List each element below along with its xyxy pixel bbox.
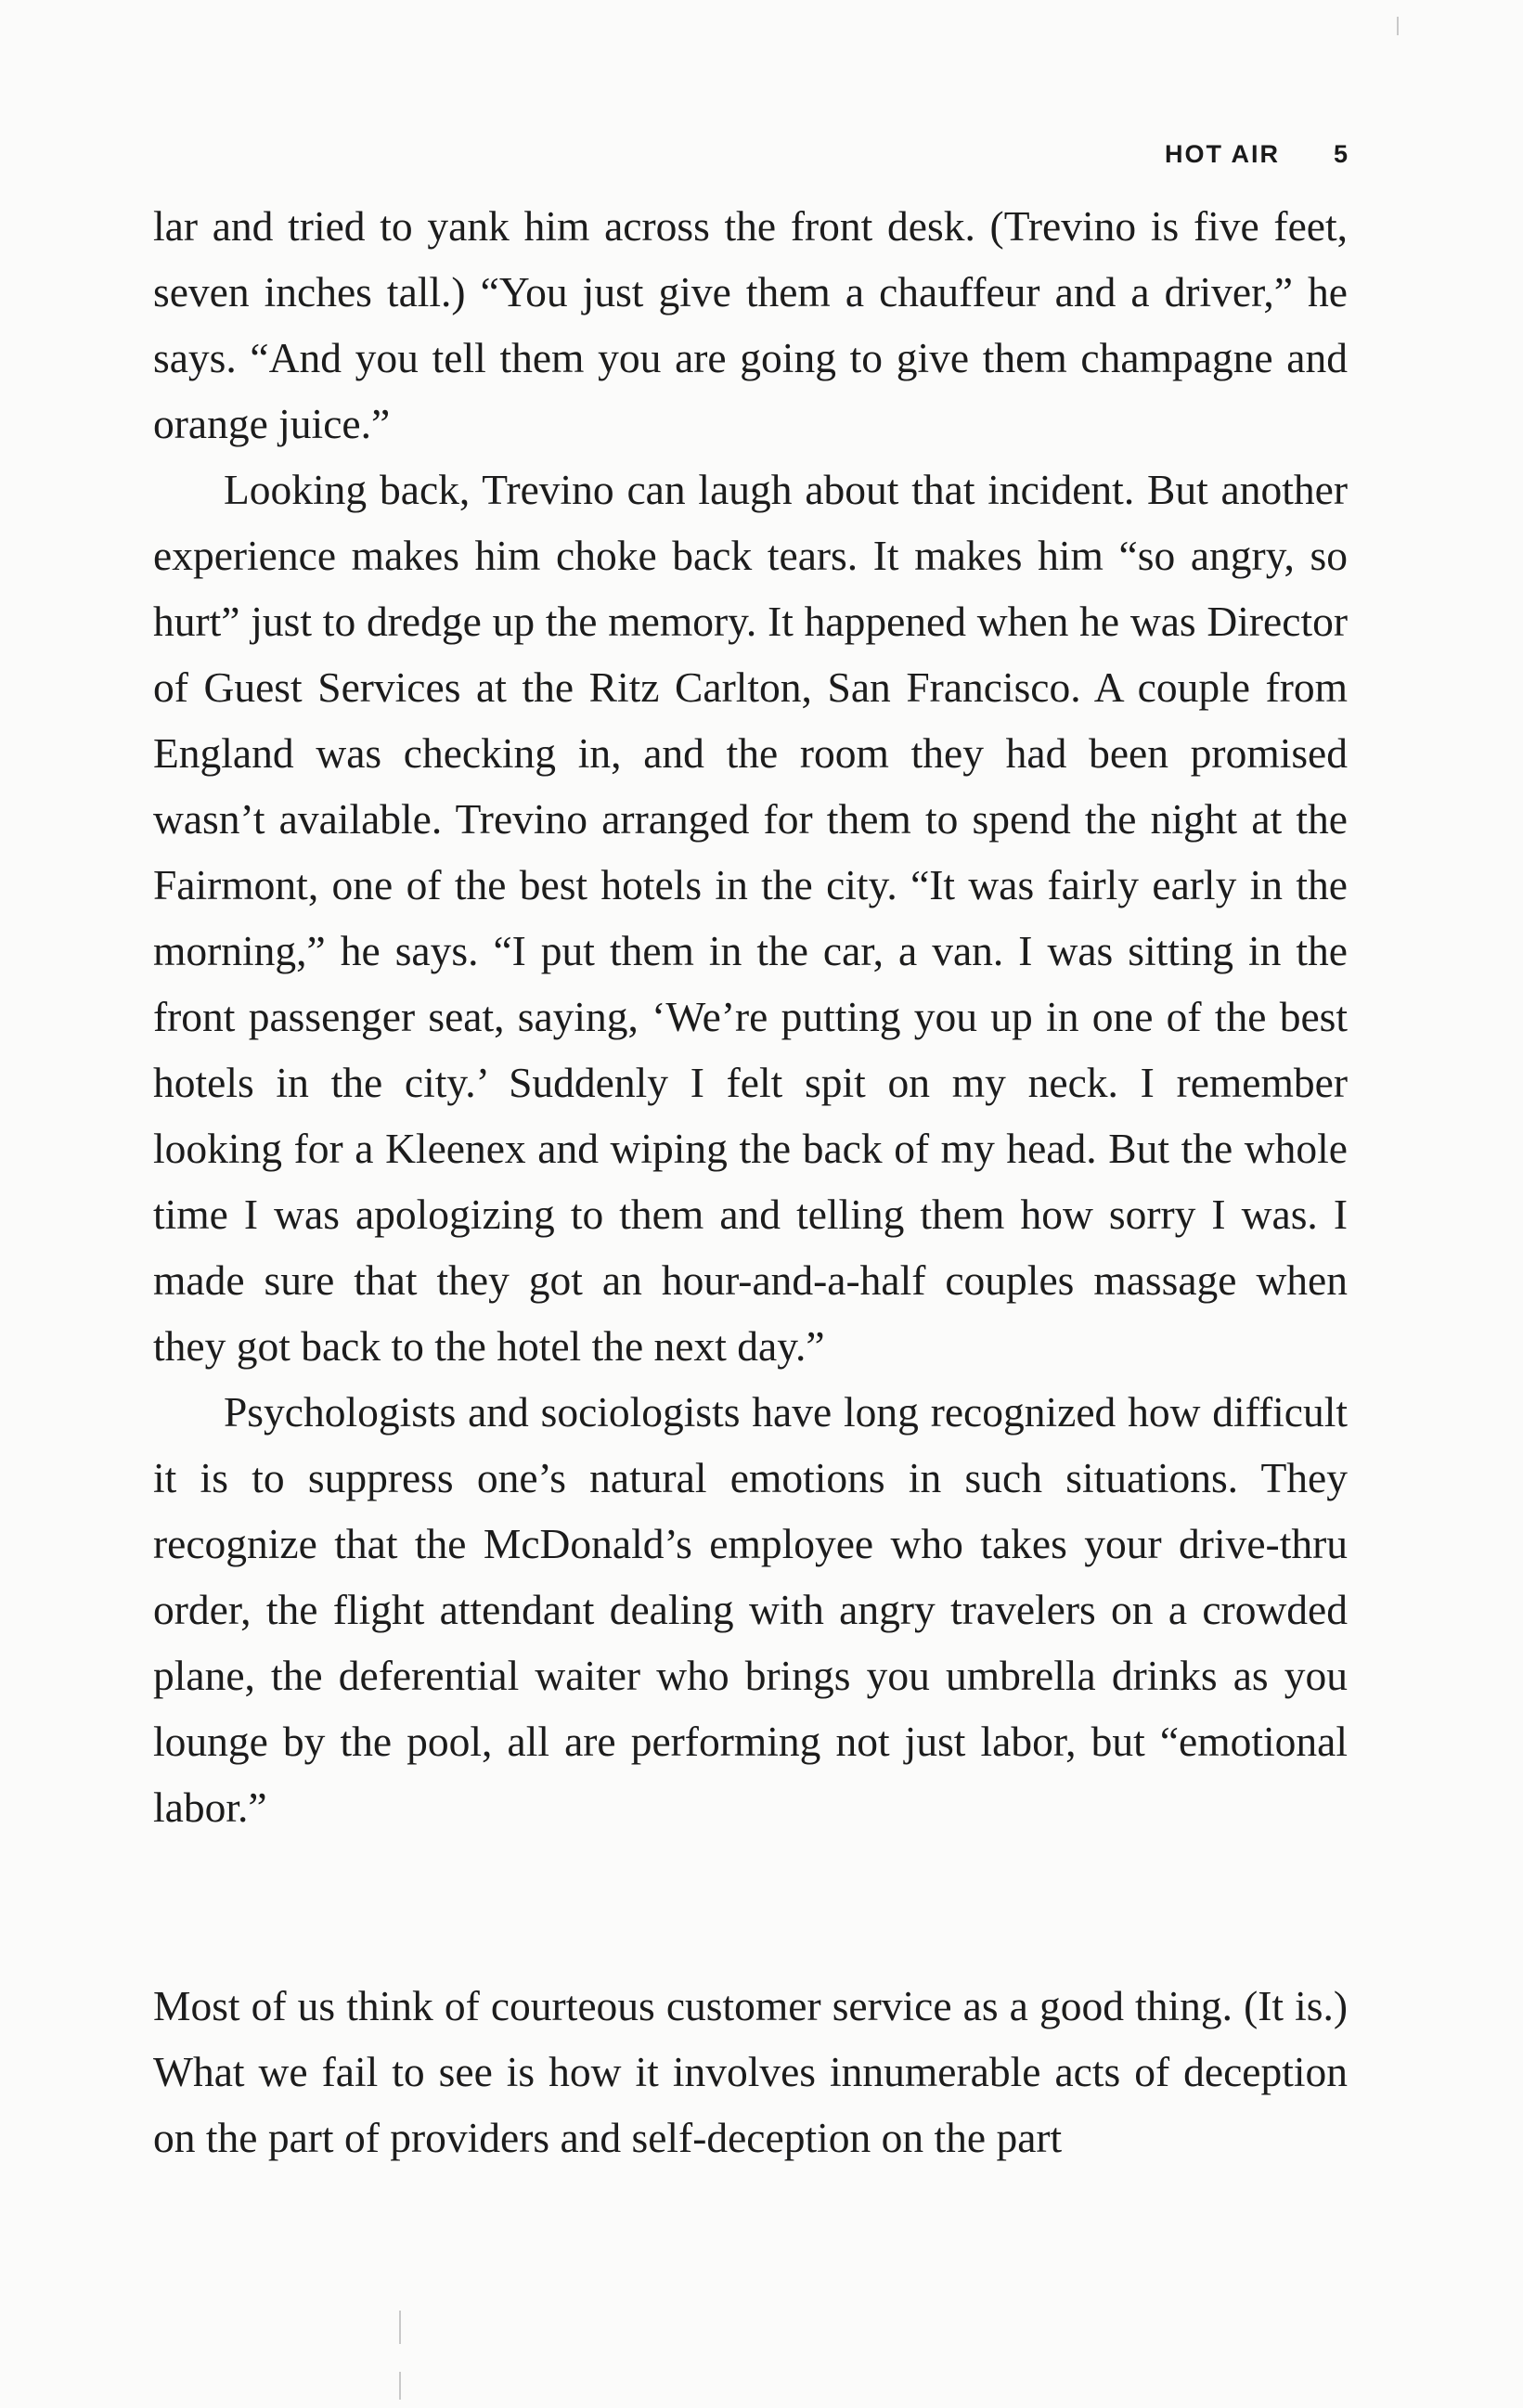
page-number: 5 (1333, 139, 1348, 168)
body-text-section-2 (153, 1973, 1348, 2170)
paragraph-trevino-story: Looking back, Trevino can laugh about that incident. But another experience makes him choke back tears. It makes him “so angry, so hurt” just to dredge up the memory. It happened when he was Director of Guest Services at the Ritz Carlton, San Francisco. A couple from England was checking in, and the room they had been promised wasn’t available. Trevino arranged for them to spend the night at the Fairmont, one of the best hotels in the city. “It was fairly early in the morning,” he says. “I put them in the car, a van. I was sitting in the front passenger seat, saying, ‘We’re putting you up in one of the best hotels in the city.’ Suddenly I felt spit on my neck. I remember looking for a Kleenex and wiping the back of my head. But the whole time I was apologizing to them and telling them how sorry I was. I made sure that they got an hour-and-a-half couples massage when they got back to the hotel the next day.” (153, 466, 1348, 1370)
running-head (1021, 135, 1348, 173)
scan-artifact (399, 2372, 401, 2400)
paragraph-continuation: lar and tried to yank him across the front desk. (Trevino is five feet, seven inches tall.) “You just give them a chauffeur and a driver,” he says. “And you tell them you are going to give them champagne and orange juice.” (153, 202, 1348, 447)
scan-artifact (1397, 17, 1399, 35)
paragraph-customer-service: Most of us think of courteous customer service as a good thing. (It is.) What we fail to see is how it involves innumerable acts of deception on the part of providers and self-deception on the part (153, 1982, 1348, 2161)
running-head-title: HOT AIR (1164, 139, 1280, 168)
body-text-section-1 (153, 193, 1348, 1840)
paragraph-emotional-labor: Psychologists and sociologists have long recognized how difficult it is to suppress one’s natural emotions in such situations. They recognize that the McDonald’s employee who takes your drive-thru order, the flight attendant dealing with angry travelers on a crowded plane, the deferential waiter who brings you umbrella drinks as you lounge by the pool, all are performing not just labor, but “emotional labor.” (153, 1388, 1348, 1831)
scan-artifact (399, 2311, 401, 2344)
